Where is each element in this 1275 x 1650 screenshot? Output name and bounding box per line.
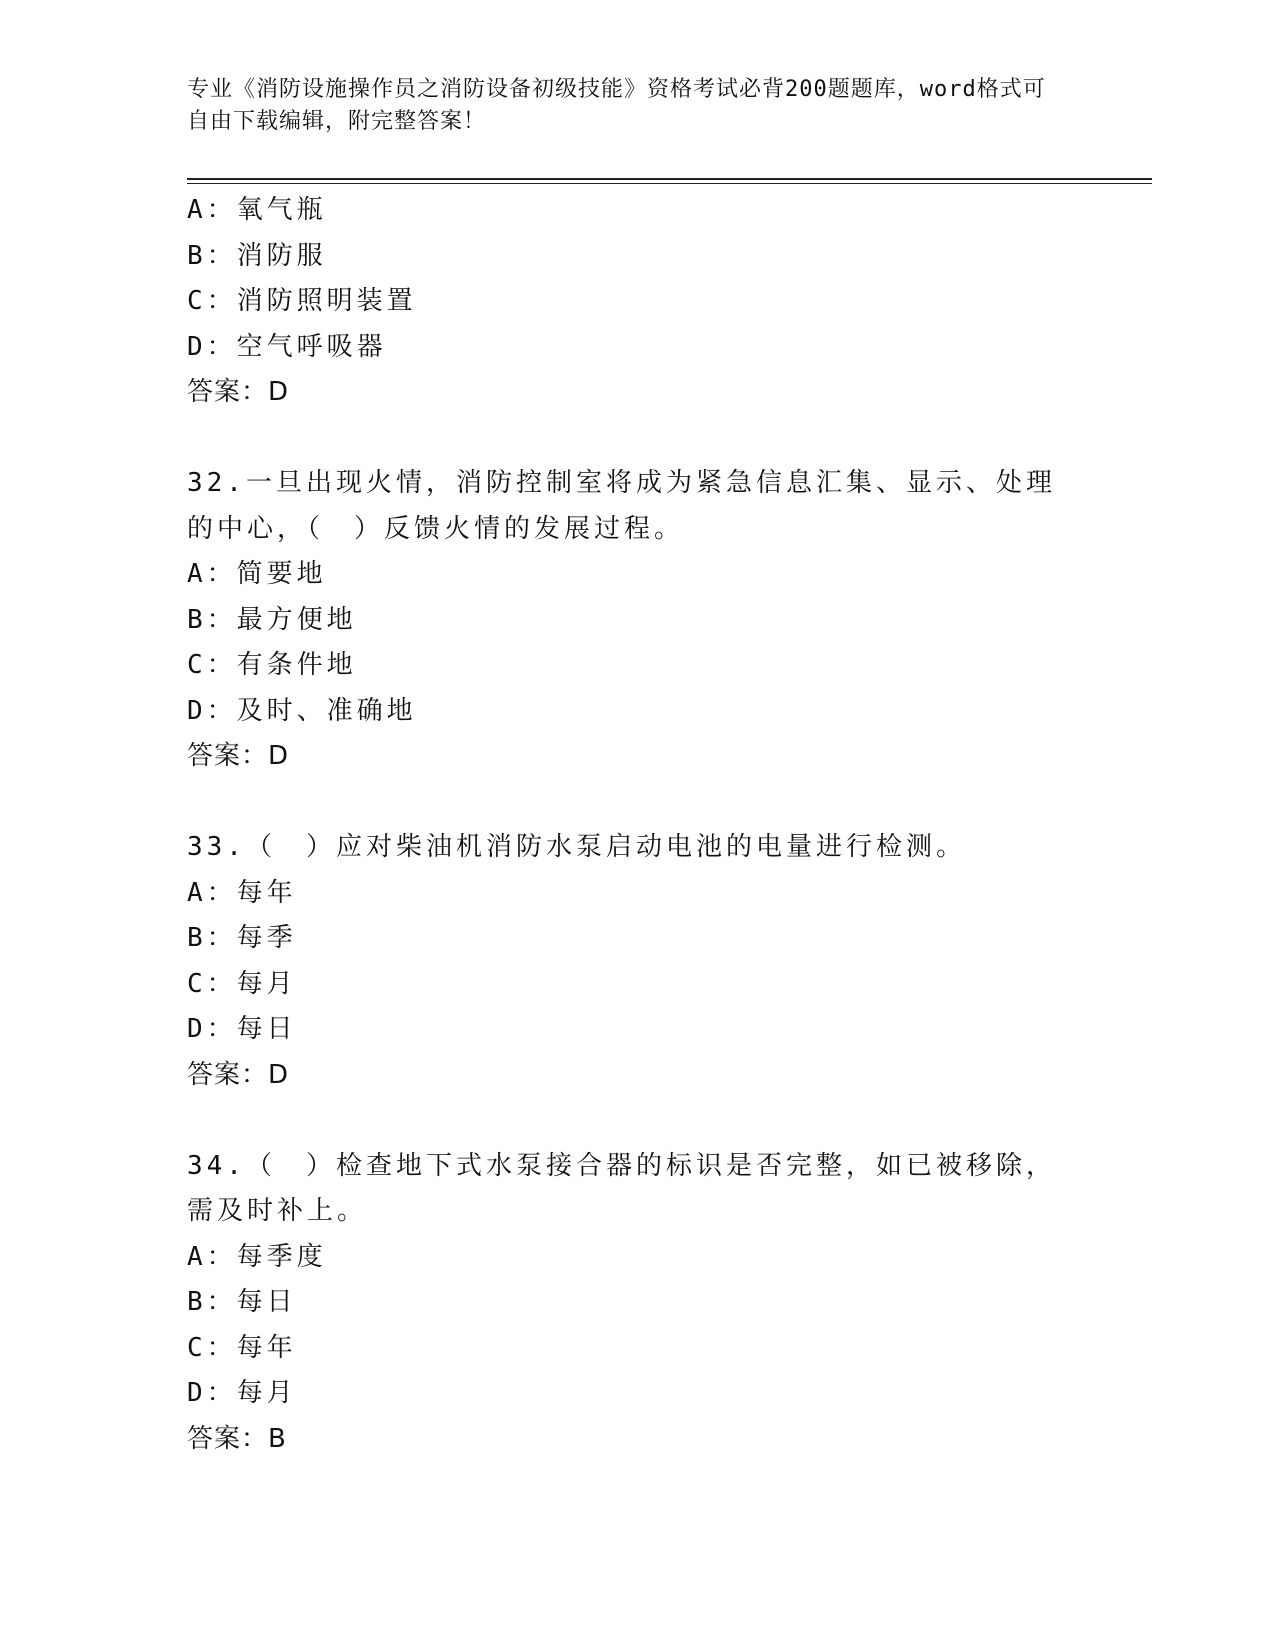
question-32 [187,461,1087,780]
question-text: 32.一旦出现火情，消防控制室将成为紧急信息汇集、显示、处理的中心，（ ）反馈火情的发展过程。 [187,468,1056,544]
document-header: 专业《消防设施操作员之消防设备初级技能》资格考试必背200题题库，word格式可自由下载编辑，附完整答案！ [187,77,1046,134]
option-a: A：每季度 [187,1241,327,1272]
option-c: C：有条件地 [187,650,357,680]
option-b: B：消防服 [187,240,327,271]
option-b: B：每日 [187,1287,297,1317]
option-d: D：每日 [187,1014,297,1044]
spacer [187,1098,1087,1144]
option-d: D：及时、准确地 [187,695,417,726]
option-a: A：氧气瓶 [187,195,327,225]
question-text: 33.（ ）应对柴油机消防水泵启动电池的电量进行检测。 [187,832,966,862]
option-a: A：每年 [187,877,297,908]
option-b: B：最方便地 [187,604,357,635]
option-d: D：空气呼吸器 [187,331,387,362]
answer-line: 答案：B [187,1423,287,1454]
spacer [187,416,1087,462]
question-34 [187,1144,1087,1463]
question-text: 34.（ ）检查地下式水泵接合器的标识是否完整，如已被移除，需及时补上。 [187,1150,1056,1226]
question-list [187,188,1087,1462]
option-a: A：简要地 [187,559,327,589]
option-d: D：每月 [187,1378,297,1408]
answer-line: 答案：D [187,741,290,771]
option-c: C：消防照明装置 [187,286,417,316]
option-c: C：每年 [187,1332,297,1363]
option-b: B：每季 [187,923,297,953]
header-divider-thin [187,183,1152,184]
question-33 [187,825,1087,1098]
answer-line: 答案：D [187,1059,290,1090]
option-c: C：每月 [187,968,297,999]
answer-line: 答案：D [187,377,290,407]
question-31-continued [187,188,1087,416]
spacer [187,780,1087,826]
header-divider-thick [187,178,1152,180]
